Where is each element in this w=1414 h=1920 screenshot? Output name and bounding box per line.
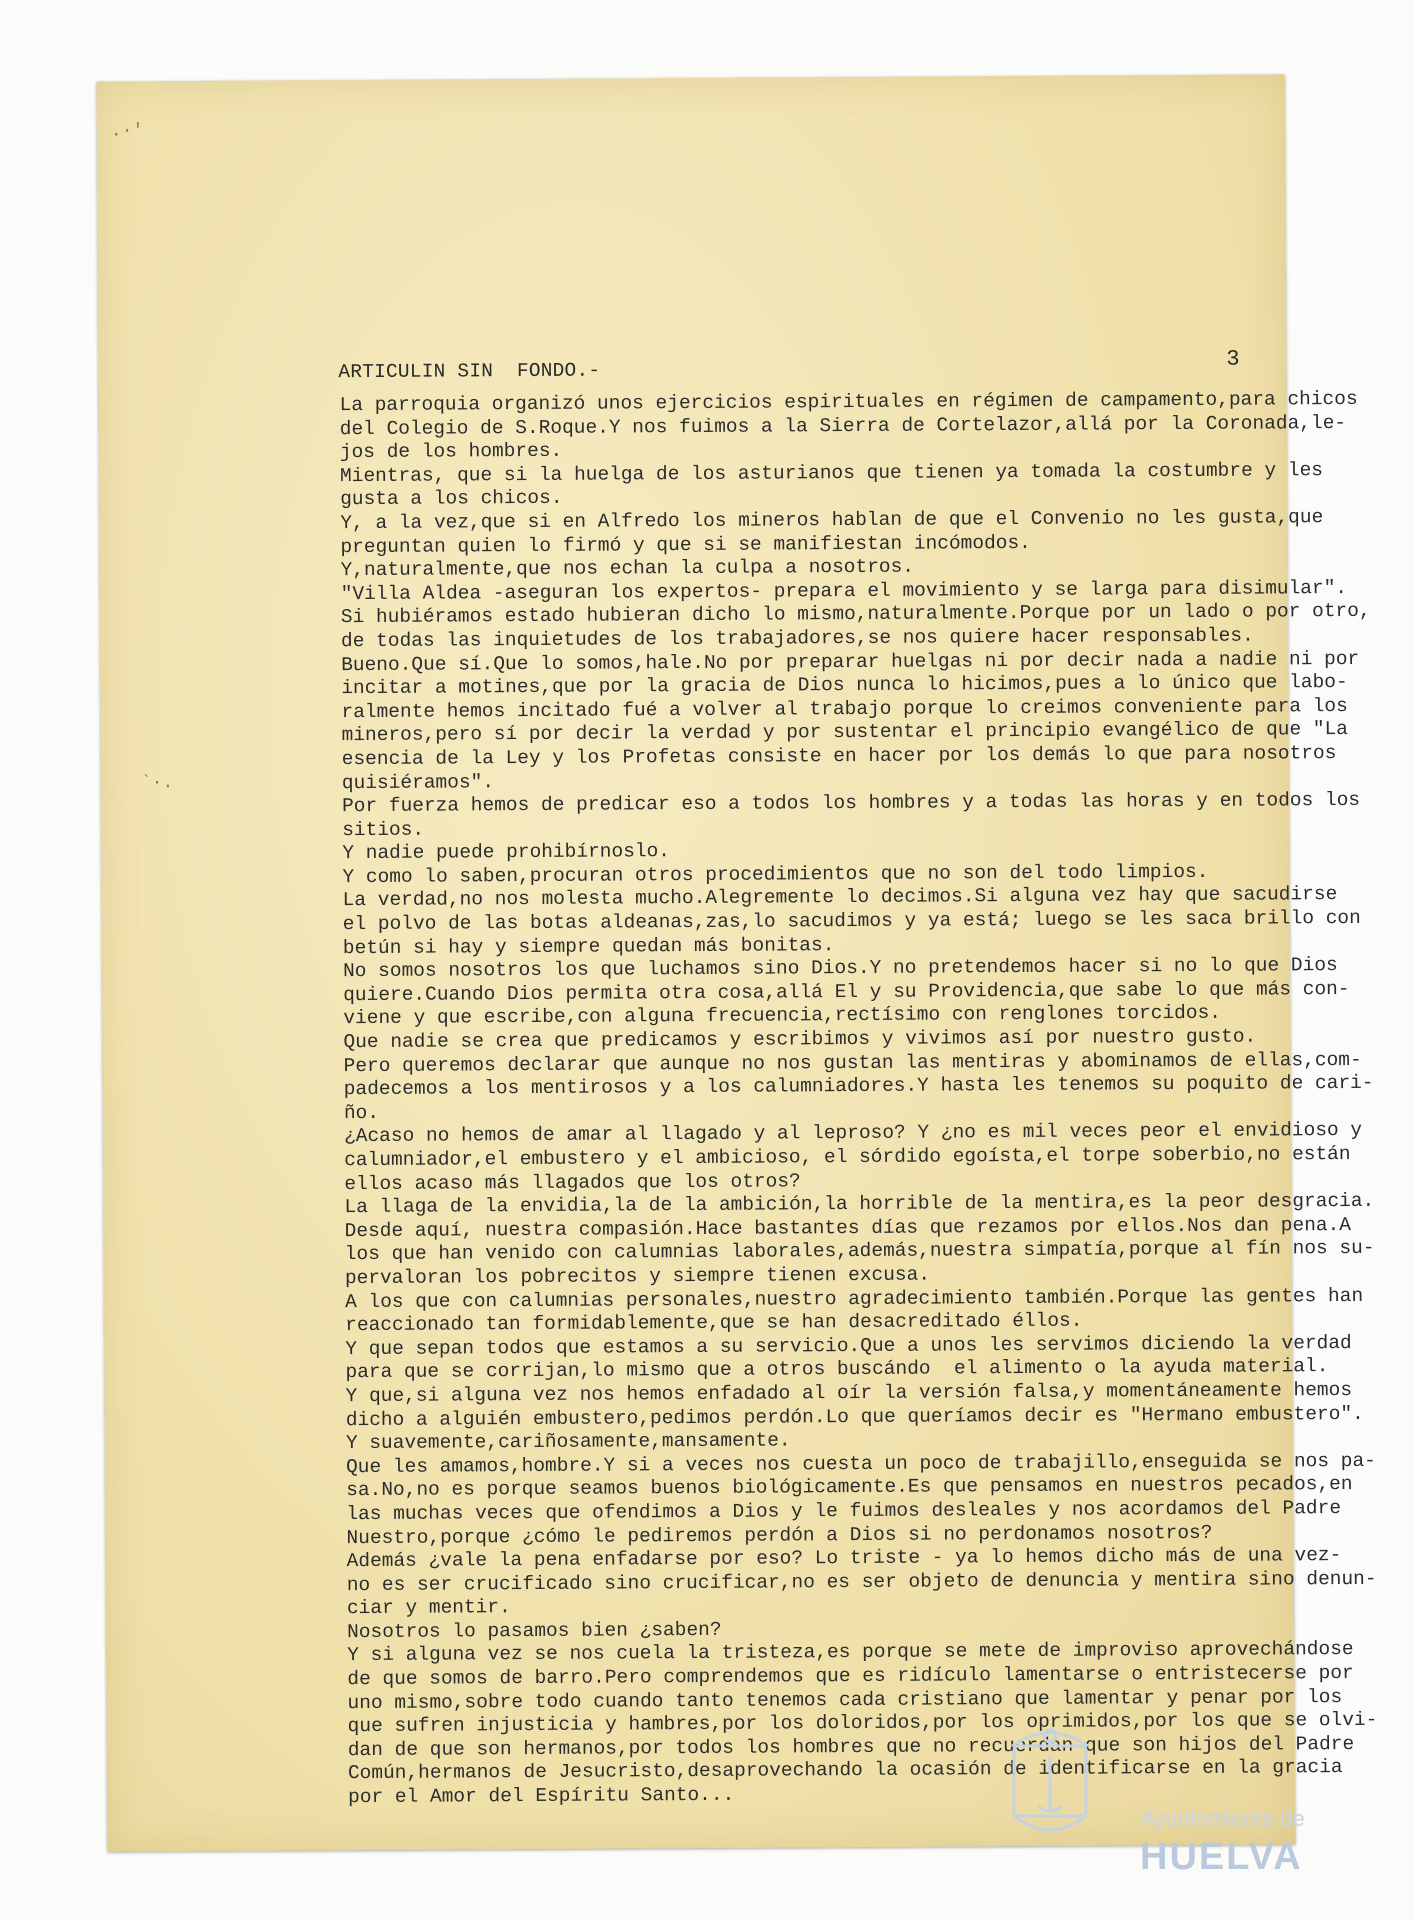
text-line: Y suavemente,cariñosamente,mansamente.	[345, 1429, 791, 1455]
text-line: ¿Acaso no hemos de amar al llagado y al leproso? Y ¿no es mil veces peor el envidioso y	[343, 1119, 1363, 1148]
text-line: Nuestro,porque ¿cómo le pediremos perdón a Dios si no perdonamos nosotros?	[346, 1521, 1213, 1549]
text-line: Y si alguna vez se nos cuela la tristeza,es porque se mete de improviso aprovechándose	[347, 1638, 1354, 1667]
text-line: Y, a la vez,que si en Alfredo los mineros hablan de que el Convenio no les gusta,que	[340, 506, 1324, 535]
text-line: Pero queremos declarar que aunque no nos gustan las mentiras y abominamos de ellas,com-	[343, 1048, 1362, 1077]
text-line: ño.	[343, 1101, 380, 1124]
text-line: uno mismo,sobre todo cuando tanto tenemos cada cristiano que lamentar y penar por los	[347, 1685, 1343, 1714]
text-line: que sufren injusticia y hambres,por los doloridos,por los oprimidos,por los que se olvi-	[347, 1709, 1378, 1738]
ink-mark: .·'	[110, 121, 144, 142]
text-line: Que les amamos,hombre.Y si a veces nos cuesta un poco de trabajillo,enseguida se nos pa-	[346, 1449, 1376, 1478]
text-line: las muchas veces que ofendimos a Dios y le fuimos desleales y nos acordamos del Padre	[346, 1496, 1342, 1526]
text-line: del Colegio de S.Roque.Y nos fuimos a la Sierra de Cortelazor,allá por la Coronada,le-	[339, 411, 1347, 440]
text-line: reaccionado tan formidablemente,que se han desacreditado éllos.	[345, 1309, 1083, 1337]
text-line: dicho a alguién embustero,pedimos perdón.Lo que queríamos decir es "Hermano embustero".	[345, 1402, 1364, 1431]
text-line: La llaga de la envidia,la de la ambición,la horrible de la mentira,es la peor desgracia.	[344, 1190, 1375, 1219]
text-line: dan de que son hermanos,por todos los hombres que no recuerdan que son hijos del Padre	[347, 1732, 1355, 1761]
text-line: quiere.Cuando Dios permita otra cosa,allá El y su Providencia,que sabe lo que más con-	[343, 977, 1350, 1006]
text-line: no es ser crucificado sino crucificar,no es ser objeto de denuncia y mentira sino denun-	[346, 1567, 1377, 1596]
article-body	[340, 388, 1389, 1810]
watermark-line2: HUELVA	[1140, 1836, 1303, 1878]
text-line: incitar a motines,que por la gracia de Dios nunca lo hicimos,pues a lo único que labo-	[341, 671, 1348, 700]
text-line: ellos acaso más llagados que los otros?	[344, 1169, 801, 1195]
text-line: para que se corrijan,lo mismo que a otros buscándo el alimento o la ayuda material.	[345, 1355, 1329, 1384]
text-line: por el Amor del Espíritu Santo...	[348, 1783, 735, 1809]
text-line: los que han venido con calumnias laborales,además,nuestra simpatía,porque al fín nos su-	[344, 1237, 1375, 1266]
text-line: calumniador,el embustero y el ambicioso, el sórdido egoísta,el torpe soberbio,no están	[344, 1143, 1351, 1172]
text-line: La parroquia organizó unos ejercicios espirituales en régimen de campamento,para chicos	[339, 387, 1358, 417]
text-line: de que somos de barro.Pero comprendemos que es ridículo lamentarse o entristecerse por	[347, 1662, 1354, 1691]
text-line: Desde aquí, nuestra compasión.Hace bastantes días que rezamos por ellos.Nos dan pena.A	[344, 1213, 1352, 1242]
text-line: gusta a los chicos.	[340, 487, 563, 511]
text-line: betún si hay y siempre quedan más bonitas.	[342, 933, 835, 959]
text-line: de todas las inquietudes de los trabajadores,se nos quiere hacer responsables.	[340, 624, 1254, 653]
text-line: padecemos a los mentirosos y a los calumniadores.Y hasta les tenemos su poquito de cari-	[343, 1072, 1374, 1101]
typewritten-page	[97, 74, 1378, 1851]
text-line: sa.No,no es porque seamos buenos biológicamente.Es que pensamos en nuestros pecados,en	[346, 1473, 1353, 1502]
text-line: Además ¿vale la pena enfadarse por eso? Lo triste - ya lo hemos dicho más de una vez-	[346, 1544, 1342, 1573]
text-line: ciar y mentir.	[346, 1596, 511, 1620]
text-line: Que nadie se crea que predicamos y escribimos y vivimos así por nuestro gusto.	[343, 1025, 1257, 1054]
text-line: Y que,si alguna vez nos hemos enfadado al oír la versión falsa,y momentáneamente hemos	[345, 1378, 1353, 1408]
text-line: Bueno.Que sí.Que lo somos,hale.No por preparar huelgas ni por decir nada a nadie ni por	[341, 647, 1360, 676]
text-line: No somos nosotros los que luchamos sino Dios.Y no pretendemos hacer si no lo que Dios	[342, 954, 1338, 983]
huelva-crest-icon	[1002, 1716, 1098, 1846]
text-line: mineros,pero sí por decir la verdad y por sustentar el principio evangélico de que "La	[341, 718, 1349, 747]
text-line: "Villa Aldea -aseguran los expertos- prepara el movimiento y se larga para disimular".	[340, 576, 1348, 605]
text-line: jos de los hombres.	[339, 439, 563, 464]
text-line: quisiéramos".	[341, 770, 495, 794]
text-line: Nosotros lo pasamos bien ¿saben?	[347, 1618, 722, 1644]
text-line: Y nadie puede prohibírnoslo.	[342, 840, 671, 865]
watermark-line1: Ayuntamiento de	[1140, 1806, 1305, 1831]
ink-mark: `·.	[140, 773, 174, 794]
text-line: Común,hermanos de Jesucristo,desaprovechando la ocasión de identificarse en la gracia	[347, 1756, 1343, 1785]
text-line: La verdad,no nos molesta mucho.Alegremente lo decimos.Si alguna vez hay que sacudirse	[342, 883, 1338, 912]
text-line: A los que con calumnias personales,nuestro agradecimiento también.Porque las gentes han	[344, 1284, 1364, 1313]
text-line: Y como lo saben,procuran otros procedimientos que no son del todo limpios.	[342, 860, 1209, 889]
text-line: Si hubiéramos estado hubieran dicho lo mismo,naturalmente.Porque por un lado o por otro,	[340, 600, 1371, 629]
text-line: esencia de la Ley y los Profetas consiste en hacer por los demás lo que para nosotros	[341, 741, 1337, 771]
text-line: pervaloran los pobrecitos y siempre tienen excusa.	[344, 1263, 931, 1290]
text-line: el polvo de las botas aldeanas,zas,lo sacudimos y ya está; luego se les saca brillo con	[342, 907, 1361, 936]
text-line: Y que sepan todos que estamos a su servicio.Que a unos les servimos diciendo la verdad	[345, 1331, 1352, 1360]
text-line: preguntan quien lo firmó y que si se manifiestan incómodos.	[340, 531, 1031, 558]
text-line: viene y que escribe,con alguna frecuencia,rectísimo con renglones torcidos.	[343, 1002, 1222, 1030]
text-line: Mientras, que si la huelga de los asturianos que tienen ya tomada la costumbre y les	[339, 458, 1324, 487]
text-line: ralmente hemos incitado fué a volver al trabajo porque lo creimos conveniente para los	[341, 694, 1348, 723]
article-heading: ARTICULIN SIN FONDO.-	[338, 359, 601, 384]
text-line: Y,naturalmente,que nos echan la culpa a nosotros.	[340, 555, 915, 582]
page-number: 3	[1226, 346, 1240, 372]
text-line: Por fuerza hemos de predicar eso a todos los hombres y a todas las horas y en todos los	[341, 789, 1361, 818]
text-line: sitios.	[342, 818, 425, 841]
